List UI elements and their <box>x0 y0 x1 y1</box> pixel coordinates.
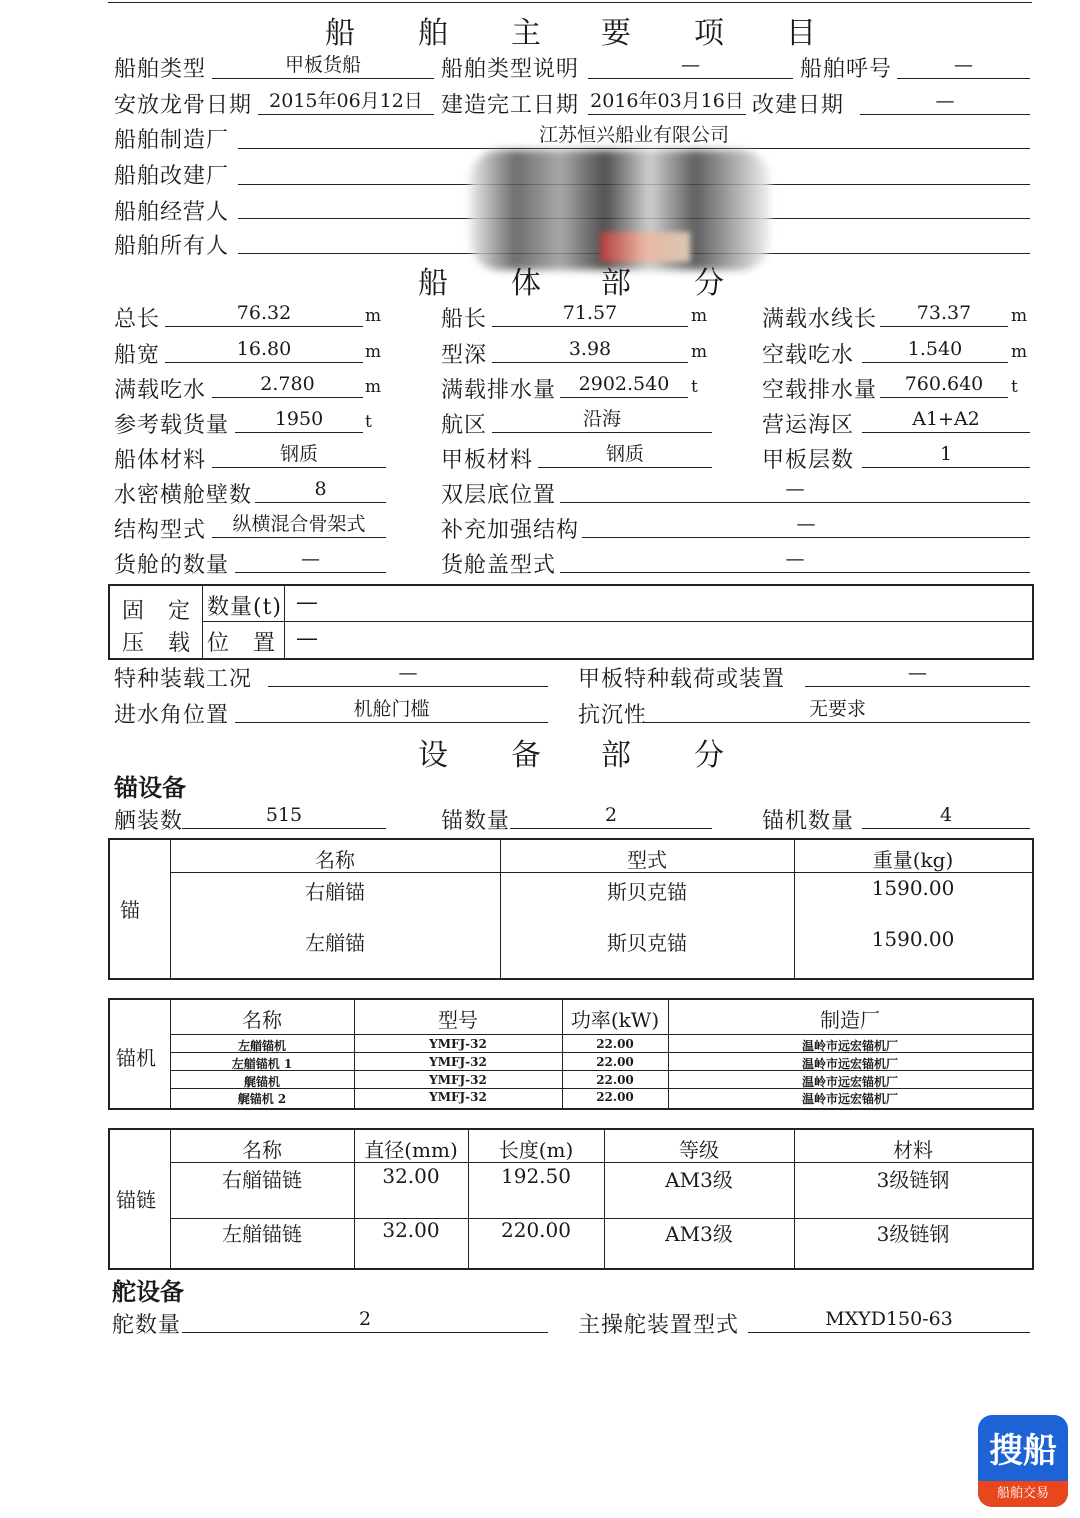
steering-gear-value: MXYD150-63 <box>748 1306 1030 1333</box>
ballast-qty-label: 数量(t) <box>207 595 283 620</box>
light-draft-value: 1.540 <box>862 336 1008 363</box>
anchors-value: 2 <box>510 802 712 829</box>
sink-value: 无要求 <box>645 696 1030 723</box>
ref-cargo-value: 1950 <box>235 406 363 433</box>
nav-area-label: 航区 <box>441 413 488 438</box>
ballast-left-top: 固 定 <box>122 599 192 624</box>
table-row: 温岭市远宏锚机厂 <box>801 1057 898 1071</box>
table-row: AM3级 <box>665 1168 733 1192</box>
lbp-value: 71.57 <box>492 300 688 327</box>
unit-m: m <box>691 342 708 362</box>
table-row: 32.00 <box>382 1218 440 1242</box>
table-row: 1590.00 <box>871 927 955 951</box>
double-bottom-value: — <box>560 476 1030 503</box>
table-row: 温岭市远宏锚机厂 <box>801 1039 898 1053</box>
depth-value: 3.98 <box>492 336 688 363</box>
title-char: 部 <box>601 266 631 301</box>
lbp-label: 船长 <box>441 307 488 332</box>
title-char: 部 <box>601 738 631 773</box>
title-char: 船 <box>418 266 448 301</box>
full-disp-value: 2902.540 <box>560 371 688 398</box>
ballast-pos-value: — <box>296 626 319 651</box>
table-row: 右艏锚 <box>305 880 365 904</box>
builder-value: 江苏恒兴船业有限公司 <box>238 122 1030 149</box>
chain-header-diameter: 直径(mm) <box>364 1138 458 1162</box>
title-char: 主 <box>511 16 541 51</box>
rebuilt-value: — <box>860 88 1030 115</box>
chain-header-material: 材料 <box>893 1138 933 1162</box>
chain-table-side: 锚链 <box>116 1188 156 1212</box>
row-divider <box>202 621 1032 622</box>
unit-m: m <box>365 306 382 326</box>
table-row: 3级链钢 <box>876 1168 950 1192</box>
owner-label: 船舶所有人 <box>114 234 230 259</box>
chain-header-length: 长度(m) <box>498 1138 574 1162</box>
outfit-label: 舾装数 <box>114 809 184 834</box>
unit-m: m <box>691 306 708 326</box>
title-char: 体 <box>511 266 541 301</box>
col-divider <box>284 586 285 658</box>
special-load-label: 特种装载工况 <box>114 667 253 692</box>
table-row: 斯贝克锚 <box>607 880 687 904</box>
anchor-header-type: 型式 <box>627 848 667 872</box>
double-bottom-label: 双层底位置 <box>441 483 557 508</box>
table-row: 22.00 <box>596 1090 634 1104</box>
holds-value: — <box>235 546 386 573</box>
windlass-header-maker: 制造厂 <box>820 1008 880 1032</box>
full-draft-value: 2.780 <box>212 371 363 398</box>
rudder-equipment-heading: 舵设备 <box>112 1277 184 1306</box>
light-disp-value: 760.640 <box>880 371 1008 398</box>
table-row: 艉锚机 2 <box>237 1092 287 1106</box>
special-load-value: — <box>268 660 548 687</box>
deck-load-label: 甲板特种载荷或装置 <box>578 667 786 692</box>
anchor-header-weight: 重量(kg) <box>872 848 954 872</box>
table-row: YMFJ-32 <box>429 1073 487 1087</box>
rebuilder-label: 船舶改建厂 <box>114 164 230 189</box>
bulkheads-label: 水密横舱壁数 <box>114 483 253 508</box>
hatch-value: — <box>560 546 1030 573</box>
loa-label: 总长 <box>114 307 161 332</box>
table-row: YMFJ-32 <box>429 1037 487 1051</box>
table-row: 斯贝克锚 <box>607 931 687 955</box>
table-row: YMFJ-32 <box>429 1055 487 1069</box>
title-char: 备 <box>511 738 541 773</box>
table-row: 22.00 <box>596 1055 634 1069</box>
flood-value: 机舱门槛 <box>235 696 548 723</box>
holds-label: 货舱的数量 <box>114 553 230 578</box>
unit-t: t <box>691 377 698 397</box>
deck-layers-value: 1 <box>862 441 1030 468</box>
hull-mat-value: 钢质 <box>212 441 386 468</box>
op-area-value: A1+A2 <box>862 406 1030 433</box>
logo-main-text: 搜船 <box>989 1431 1057 1471</box>
title-char: 要 <box>601 16 631 51</box>
reinforce-value: — <box>582 511 1030 538</box>
sink-label: 抗沉性 <box>578 703 648 728</box>
table-row: 192.50 <box>501 1164 571 1188</box>
ref-cargo-label: 参考载货量 <box>114 413 230 438</box>
title-char: 设 <box>418 738 448 773</box>
deck-mat-value: 钢质 <box>538 441 712 468</box>
breadth-value: 16.80 <box>165 336 363 363</box>
breadth-label: 船宽 <box>114 343 161 368</box>
anchor-equipment-heading: 锚设备 <box>114 773 186 802</box>
deck-mat-label: 甲板材料 <box>441 448 534 473</box>
bulkheads-value: 8 <box>255 476 386 503</box>
flood-label: 进水角位置 <box>114 703 230 728</box>
deck-layers-label: 甲板层数 <box>762 448 855 473</box>
fixed-ballast-table <box>108 584 1034 660</box>
ballast-left-bottom: 压 载 <box>122 631 192 656</box>
table-row: 艉锚机 <box>243 1075 280 1089</box>
loa-value: 76.32 <box>165 300 363 327</box>
logo-sub-text: 船舶交易 <box>978 1481 1068 1507</box>
title-char: 分 <box>694 738 724 773</box>
table-row: 左艏锚 <box>305 931 365 955</box>
table-row: 22.00 <box>596 1073 634 1087</box>
structure-label: 结构型式 <box>114 518 207 543</box>
rebuilt-label: 改建日期 <box>752 93 845 118</box>
op-area-label: 营运海区 <box>762 413 855 438</box>
table-row: 22.00 <box>596 1037 634 1051</box>
table-row: 左艏锚链 <box>222 1222 302 1246</box>
chain-header-grade: 等级 <box>679 1138 719 1162</box>
table-row: 220.00 <box>501 1218 571 1242</box>
builder-label: 船舶制造厂 <box>114 128 230 153</box>
souchuan-logo <box>978 1415 1068 1507</box>
steering-gear-label: 主操舵装置型式 <box>578 1313 740 1338</box>
col-divider <box>202 586 203 658</box>
ship-type-label: 船舶类型 <box>114 57 207 82</box>
table-row: 32.00 <box>382 1164 440 1188</box>
built-label: 建造完工日期 <box>441 93 580 118</box>
call-sign-value: — <box>897 52 1030 79</box>
light-disp-label: 空载排水量 <box>762 378 878 403</box>
title-char: 目 <box>786 16 816 51</box>
type-desc-label: 船舶类型说明 <box>441 57 580 82</box>
title-char: 舶 <box>418 16 448 51</box>
windlass-header-power: 功率(kW) <box>570 1008 660 1032</box>
outfit-value: 515 <box>182 802 386 829</box>
hull-mat-label: 船体材料 <box>114 448 207 473</box>
row-divider <box>170 1034 1032 1035</box>
unit-m: m <box>365 342 382 362</box>
windlass-table-side: 锚机 <box>116 1046 156 1070</box>
table-row: YMFJ-32 <box>429 1090 487 1104</box>
unit-t: t <box>365 412 372 432</box>
structure-value: 纵横混合骨架式 <box>212 511 386 538</box>
windlass-table <box>108 998 1034 1110</box>
anchor-header-name: 名称 <box>315 848 355 872</box>
depth-label: 型深 <box>441 343 488 368</box>
nav-area-value: 沿海 <box>492 406 712 433</box>
chain-header-name: 名称 <box>242 1138 282 1162</box>
unit-m: m <box>1011 306 1028 326</box>
ballast-qty-value: — <box>296 590 319 615</box>
windlass-header-name: 名称 <box>242 1008 282 1032</box>
table-row: 1590.00 <box>871 876 955 900</box>
type-desc-value: — <box>588 52 793 79</box>
title-char: 分 <box>694 266 724 301</box>
anchor-table <box>108 838 1034 980</box>
lwl-label: 满载水线长 <box>762 307 878 332</box>
keel-value: 2015年06月12日 <box>258 88 434 115</box>
windlass-count-label: 锚机数量 <box>762 809 855 834</box>
table-row: 左艏锚机 <box>237 1039 286 1053</box>
anchor-table-side: 锚 <box>120 898 140 922</box>
title-char: 项 <box>694 16 724 51</box>
table-row: AM3级 <box>665 1222 733 1246</box>
ship-type-value: 甲板货船 <box>212 52 434 79</box>
full-draft-label: 满载吃水 <box>114 378 207 403</box>
top-rule <box>108 2 1032 3</box>
deck-load-value: — <box>805 660 1030 687</box>
table-row: 3级链钢 <box>876 1222 950 1246</box>
unit-m: m <box>1011 342 1028 362</box>
chain-table <box>108 1128 1034 1270</box>
rudder-count-label: 舵数量 <box>112 1313 182 1338</box>
built-value: 2016年03月16日 <box>588 88 746 115</box>
rudder-count-value: 2 <box>182 1306 548 1333</box>
unit-t: t <box>1011 377 1018 397</box>
title-char: 船 <box>325 16 355 51</box>
table-row: 左艏锚机 1 <box>231 1057 293 1071</box>
lwl-value: 73.37 <box>880 300 1008 327</box>
full-disp-label: 满载排水量 <box>441 378 557 403</box>
keel-label: 安放龙骨日期 <box>114 93 253 118</box>
windlass-count-value: 4 <box>862 802 1030 829</box>
operator-label: 船舶经营人 <box>114 200 230 225</box>
windlass-header-model: 型号 <box>438 1008 478 1032</box>
hatch-label: 货舱盖型式 <box>441 553 557 578</box>
table-row: 温岭市远宏锚机厂 <box>801 1092 898 1106</box>
unit-m: m <box>365 377 382 397</box>
anchors-label: 锚数量 <box>441 809 511 834</box>
table-row: 右艏锚链 <box>222 1168 302 1192</box>
ballast-pos-label: 位 置 <box>207 631 277 656</box>
reinforce-label: 补充加强结构 <box>441 518 580 543</box>
call-sign-label: 船舶呼号 <box>800 57 893 82</box>
light-draft-label: 空载吃水 <box>762 343 855 368</box>
table-row: 温岭市远宏锚机厂 <box>801 1075 898 1089</box>
